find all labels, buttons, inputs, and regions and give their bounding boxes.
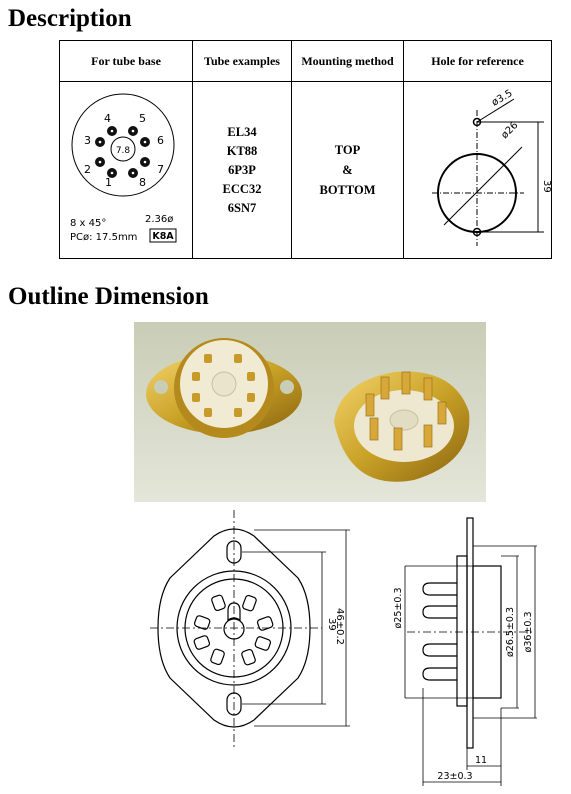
outline-heading: Outline Dimension [8, 283, 209, 310]
pin-dia: 2.36ø [145, 214, 174, 225]
tube-base-diagram [60, 82, 193, 258]
header-tube-base: For tube base [60, 41, 193, 82]
center-dia-label: 7.8 [115, 146, 131, 156]
side-d1: ø25±0.3 [393, 587, 404, 629]
svg-text:7: 7 [157, 163, 164, 176]
side-pins [423, 583, 457, 680]
mount-top: TOP [334, 143, 361, 157]
side-d3: ø36±0.3 [523, 611, 534, 653]
svg-text:1: 1 [105, 176, 112, 189]
socket-photo [134, 322, 486, 502]
mount-amp: & [342, 163, 353, 177]
front-inner-dim: 39 [326, 618, 337, 631]
tube-example: 6SN7 [227, 200, 257, 215]
front-outer-dim: 46±0.2 [334, 608, 345, 646]
tube-example: EL34 [227, 124, 257, 139]
base-code: K8A [152, 231, 174, 242]
pcd-label: PCø: 17.5mm [70, 232, 138, 243]
mounting-cell [292, 82, 404, 259]
header-hole-reference: Hole for reference [404, 41, 552, 82]
hole-spacing: 39 [541, 180, 552, 193]
hole-diagram [404, 82, 552, 258]
pin-spec: 8 x 45° [70, 218, 107, 229]
svg-text:4: 4 [104, 112, 111, 125]
svg-text:3: 3 [84, 134, 91, 147]
mount-bottom: BOTTOM [319, 183, 376, 197]
big-hole-dia: ø26 [499, 120, 521, 142]
description-heading: Description [8, 5, 132, 32]
tube-example: KT88 [226, 143, 258, 158]
svg-text:5: 5 [139, 112, 146, 125]
front-pins [193, 594, 273, 665]
svg-text:6: 6 [157, 134, 164, 147]
side-h2: 23±0.3 [437, 771, 473, 782]
description-table [59, 40, 552, 259]
header-tube-examples: Tube examples [193, 41, 292, 82]
tube-example: ECC32 [222, 181, 262, 196]
front-outline-drawing [150, 508, 360, 753]
tube-examples-cell [193, 82, 292, 259]
hole-cell [404, 82, 552, 259]
tube-base-cell [60, 82, 193, 259]
small-hole-dia: ø3.5 [490, 88, 515, 109]
svg-text:8: 8 [139, 176, 146, 189]
side-outline-drawing [385, 508, 555, 790]
svg-text:2: 2 [84, 163, 91, 176]
header-mounting-method: Mounting method [292, 41, 404, 82]
side-d2: ø26.5±0.3 [505, 606, 516, 658]
tube-example: 6P3P [228, 162, 256, 177]
side-h1: 11 [474, 755, 488, 766]
